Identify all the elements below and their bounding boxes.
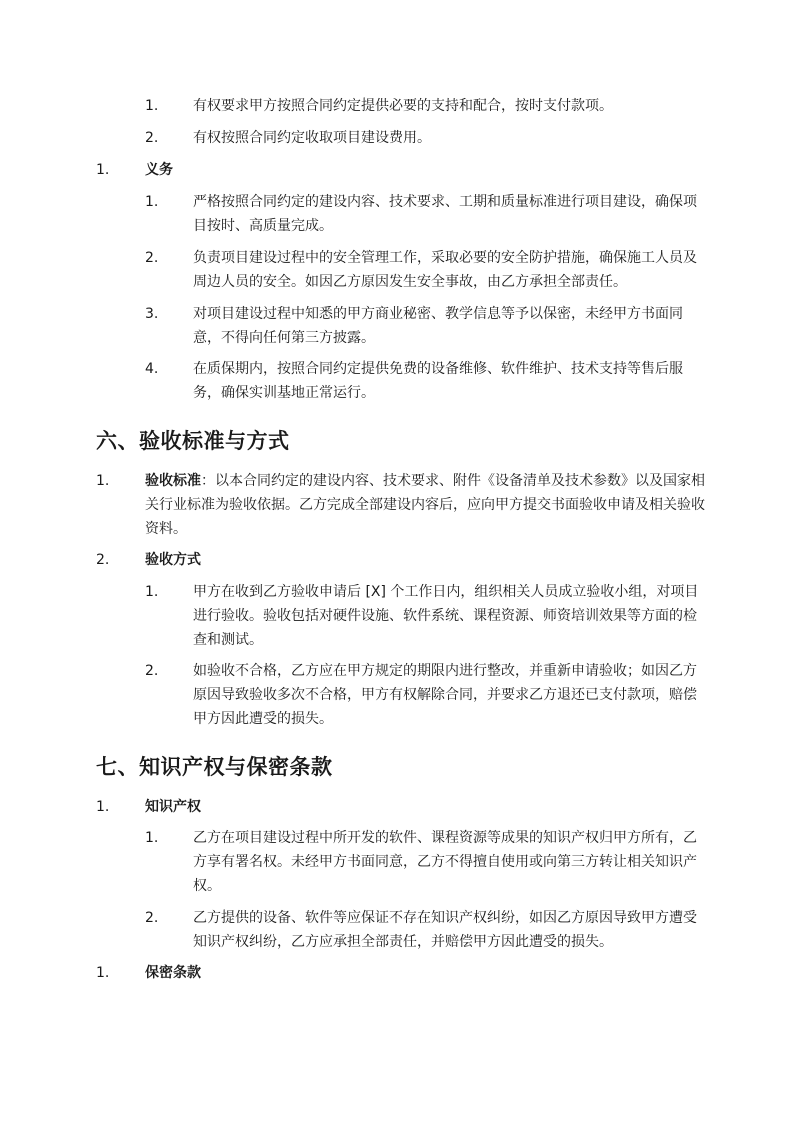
section-heading: 六、验收标准与方式 xyxy=(96,429,290,453)
list-text: 负责项目建设过程中的安全管理工作，采取必要的安全防护措施，确保施工人员及周边人员的安全。如因乙方原因发生安全事故，由乙方承担全部责任。 xyxy=(193,250,697,290)
list-number: 2. xyxy=(145,250,159,266)
list-number: 1. xyxy=(96,799,110,815)
section-heading: 七、知识产权与保密条款 xyxy=(96,755,333,779)
list-number: 2. xyxy=(145,910,159,926)
subsection-label: 保密条款 xyxy=(145,965,201,981)
list-number: 1. xyxy=(145,98,159,114)
list-text: 对项目建设过程中知悉的甲方商业秘密、教学信息等予以保密，未经甲方书面同意，不得向任何第三方披露。 xyxy=(193,306,683,346)
list-number: 1. xyxy=(145,194,159,210)
list-text xyxy=(145,469,705,541)
list-text: 有权按照合同约定收取项目建设费用。 xyxy=(193,130,431,146)
list-text: 在质保期内，按照合同约定提供免费的设备维修、软件维护、技术支持等售后服务，确保实训基地正常运行。 xyxy=(193,361,683,401)
subsection-label: 知识产权 xyxy=(145,799,201,815)
list-text: 乙方在项目建设过程中所开发的软件、课程资源等成果的知识产权归甲方所有，乙方享有署名权。未经甲方书面同意，乙方不得擅自使用或向第三方转让相关知识产权。 xyxy=(193,830,697,894)
inline-text: ：以本合同约定的建设内容、技术要求、附件《设备清单及技术参数》以及国家相关行业标准为验收依据。乙方完成全部建设内容后，应向甲方提交书面验收申请及相关验收资料。 xyxy=(145,473,705,537)
list-number: 2. xyxy=(145,663,159,679)
list-number: 3. xyxy=(145,306,159,322)
list-text: 乙方提供的设备、软件等应保证不存在知识产权纠纷，如因乙方原因导致甲方遭受知识产权纠纷，乙方应承担全部责任，并赔偿甲方因此遭受的损失。 xyxy=(193,910,697,950)
inline-label: 验收标准 xyxy=(145,473,201,489)
subsection-label: 义务 xyxy=(145,162,173,178)
list-text: 严格按照合同约定的建设内容、技术要求、工期和质量标准进行项目建设，确保项目按时、高质量完成。 xyxy=(193,194,697,234)
list-number: 4. xyxy=(145,361,159,377)
list-number: 1. xyxy=(96,162,110,178)
list-text: 如验收不合格，乙方应在甲方规定的期限内进行整改，并重新申请验收；如因乙方原因导致验收多次不合格，甲方有权解除合同，并要求乙方退还已支付款项，赔偿甲方因此遭受的损失。 xyxy=(193,663,697,727)
list-text: 有权要求甲方按照合同约定提供必要的支持和配合，按时支付款项。 xyxy=(193,98,613,114)
subsection-label: 验收方式 xyxy=(145,552,201,568)
list-number: 2. xyxy=(96,552,110,568)
list-number: 2. xyxy=(145,130,159,146)
list-number: 1. xyxy=(145,584,159,600)
list-number: 1. xyxy=(96,473,110,489)
list-text: 甲方在收到乙方验收申请后 [X] 个工作日内，组织相关人员成立验收小组，对项目进行验收。验收包括对硬件设施、软件系统、课程资源、师资培训效果等方面的检查和测试。 xyxy=(193,584,699,648)
list-number: 1. xyxy=(96,965,110,981)
list-number: 1. xyxy=(145,830,159,846)
